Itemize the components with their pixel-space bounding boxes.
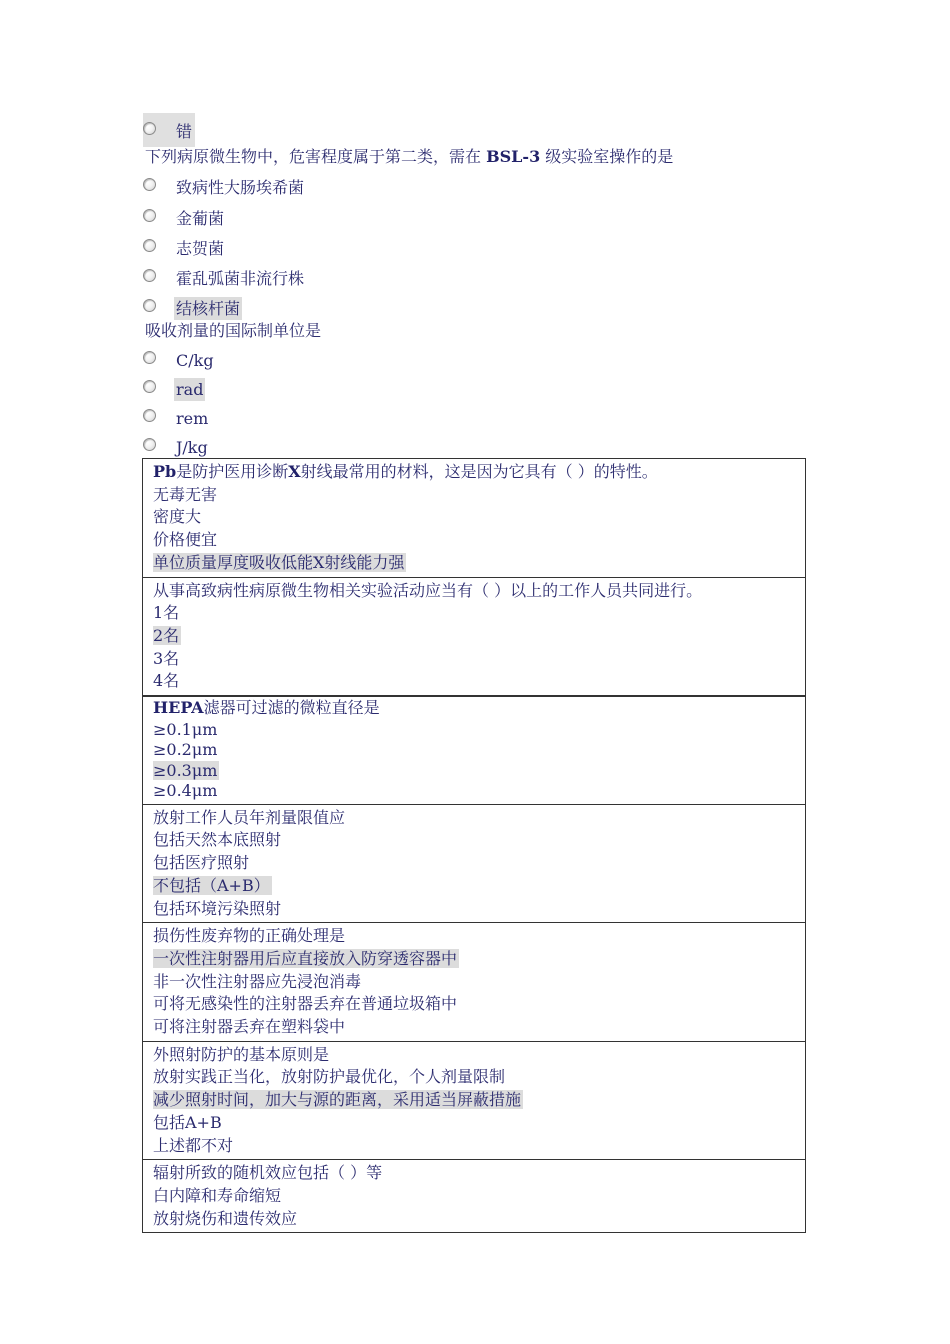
option-row[interactable] (143, 263, 306, 293)
radio-icon[interactable] (143, 351, 156, 364)
option-text[interactable]: ≥0.2μm (153, 740, 218, 760)
option-text[interactable]: 可将注射器丢弃在塑料袋中 (153, 1017, 346, 1037)
question-block (143, 805, 805, 924)
option-text[interactable]: ≥0.4μm (153, 781, 218, 801)
option-text[interactable]: 上述都不对 (153, 1135, 234, 1155)
option-label: 霍乱弧菌非流行株 (176, 268, 305, 288)
option-text[interactable]: 白内障和寿命缩短 (153, 1185, 282, 1205)
radio-icon[interactable] (143, 122, 156, 135)
option-text-selected[interactable]: ≥0.3μm (153, 760, 218, 780)
question-text: 放射工作人员年剂量限值应 (153, 807, 346, 827)
option-row[interactable] (143, 345, 216, 375)
question-text: 外照射防护的基本原则是 (153, 1044, 330, 1064)
option-text[interactable]: 包括医疗照射 (153, 853, 250, 873)
option-row[interactable] (143, 203, 226, 233)
radio-icon[interactable] (143, 409, 156, 422)
option-text[interactable]: 放射烧伤和遗传效应 (153, 1208, 298, 1228)
option-label: 志贺菌 (176, 238, 225, 258)
question-text: 吸收剂量的国际制单位是 (145, 321, 322, 340)
option-row[interactable] (143, 374, 205, 404)
option-text[interactable]: ≥0.1μm (153, 719, 218, 739)
option-text[interactable]: 1名 (153, 603, 180, 623)
question-text: 下列病原微生物中，危害程度属于第二类，需在 BSL-3 级实验室操作的是 (145, 147, 674, 166)
option-label: 致病性大肠埃希菌 (176, 177, 305, 197)
option-row[interactable] (143, 293, 242, 323)
question-block (143, 1160, 805, 1232)
option-label: C/kg (176, 350, 214, 370)
radio-icon[interactable] (143, 209, 156, 222)
option-text[interactable]: 3名 (153, 648, 180, 668)
option-label-selected: rad (176, 379, 204, 399)
option-label: J/kg (176, 437, 208, 457)
option-text[interactable]: 密度大 (153, 507, 202, 527)
question-block (143, 578, 805, 698)
question-text: 从事高致病性病原微生物相关实验活动应当有（ ）以上的工作人员共同进行。 (153, 580, 703, 600)
option-row[interactable] (143, 403, 210, 433)
option-label-selected: 结核杆菌 (176, 298, 241, 318)
question-text: Pb是防护医用诊断X射线最常用的材料，这是因为它具有（ ）的特性。 (153, 462, 658, 481)
option-text[interactable]: 包括环境污染照射 (153, 898, 282, 918)
question-block (143, 1042, 805, 1161)
option-label: 错 (176, 121, 193, 141)
radio-icon[interactable] (143, 299, 156, 312)
question-text: HEPA滤器可过滤的微粒直径是 (153, 698, 380, 718)
option-text-selected[interactable]: 减少照射时间，加大与源的距离，采用适当屏蔽措施 (153, 1090, 522, 1110)
question-table (142, 458, 806, 1233)
question-text: 损伤性废弃物的正确处理是 (153, 926, 346, 946)
radio-icon[interactable] (143, 178, 156, 191)
option-text[interactable]: 包括天然本底照射 (153, 830, 282, 850)
option-text[interactable]: 无毒无害 (153, 484, 218, 504)
question-text: 辐射所致的随机效应包括（ ）等 (153, 1163, 383, 1183)
radio-icon[interactable] (143, 269, 156, 282)
question-block (143, 459, 805, 578)
option-text[interactable]: 非一次性注射器应先浸泡消毒 (153, 971, 362, 991)
option-text-selected[interactable]: 2名 (153, 625, 180, 645)
option-label: 金葡菌 (176, 208, 225, 228)
option-row[interactable] (143, 116, 194, 146)
question-block (143, 697, 805, 805)
option-row[interactable] (143, 233, 226, 263)
option-label: rem (176, 408, 209, 428)
option-text[interactable]: 可将无感染性的注射器丢弃在普通垃圾箱中 (153, 994, 458, 1014)
radio-icon[interactable] (143, 438, 156, 451)
option-text-selected[interactable]: 不包括（A+B） (153, 875, 270, 895)
option-text[interactable]: 价格便宜 (153, 530, 218, 550)
option-text-selected[interactable]: 单位质量厚度吸收低能X射线能力强 (153, 552, 405, 572)
option-text-selected[interactable]: 一次性注射器用后应直接放入防穿透容器中 (153, 948, 458, 968)
option-text[interactable]: 放射实践正当化，放射防护最优化，个人剂量限制 (153, 1067, 506, 1087)
option-text[interactable]: 包括A+B (153, 1112, 222, 1132)
radio-icon[interactable] (143, 380, 156, 393)
radio-icon[interactable] (143, 239, 156, 252)
question-block (143, 923, 805, 1042)
option-text[interactable]: 4名 (153, 671, 180, 691)
option-row[interactable] (143, 172, 306, 202)
